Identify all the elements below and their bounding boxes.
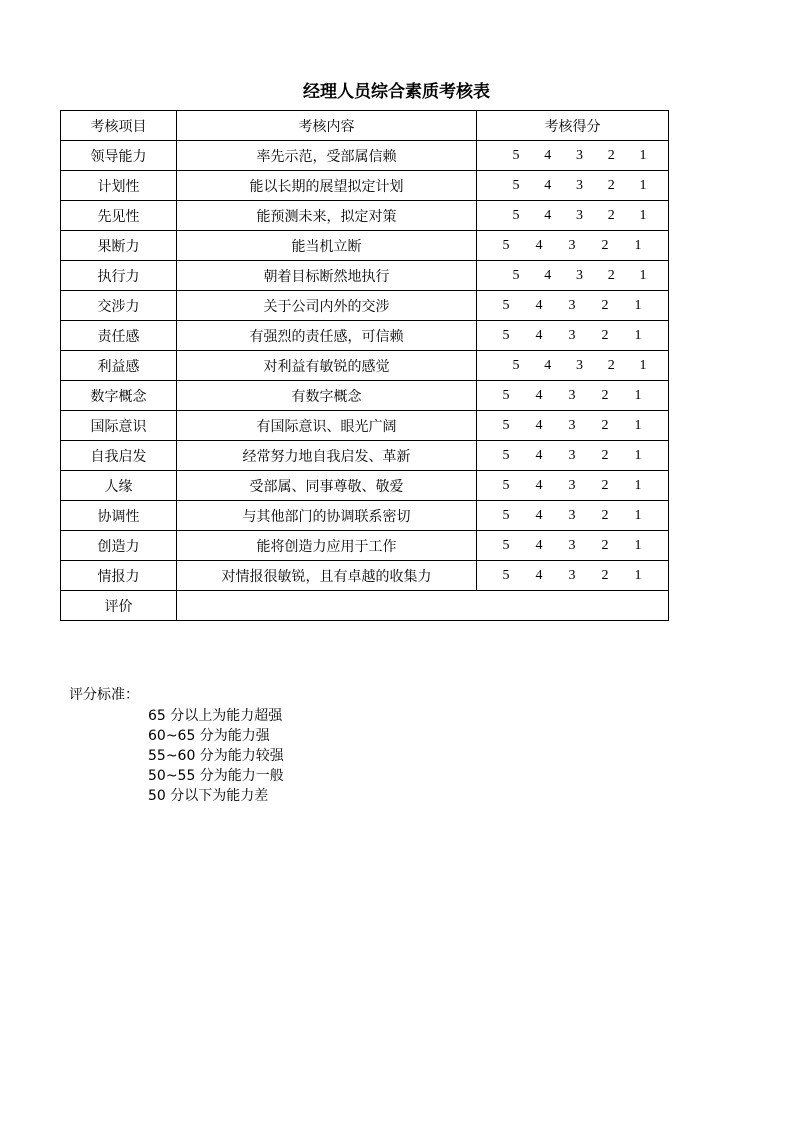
table-row — [61, 351, 669, 381]
score-cell — [477, 291, 669, 321]
score-cell — [477, 231, 669, 261]
score-option-1[interactable]: 1 — [639, 177, 647, 193]
score-option-2[interactable]: 2 — [601, 297, 609, 313]
table-row — [61, 441, 669, 471]
score-option-4[interactable]: 4 — [535, 537, 543, 553]
content-cell: 经常努力地自我启发、革新 — [177, 441, 477, 471]
score-option-3[interactable]: 3 — [568, 297, 576, 313]
table-row — [61, 531, 669, 561]
item-cell: 先见性 — [61, 201, 177, 231]
score-options — [477, 148, 668, 164]
score-options — [477, 448, 668, 464]
evaluation-field[interactable] — [177, 591, 669, 621]
item-cell: 果断力 — [61, 231, 177, 261]
score-option-5[interactable]: 5 — [502, 477, 510, 493]
score-option-3[interactable]: 3 — [568, 567, 576, 583]
score-option-1[interactable]: 1 — [639, 357, 647, 373]
score-cell — [477, 201, 669, 231]
criteria-item: 60~65 分为能力强 — [148, 728, 270, 744]
score-option-4[interactable]: 4 — [535, 387, 543, 403]
score-option-1[interactable]: 1 — [634, 507, 642, 523]
criteria-item: 50~55 分为能力一般 — [148, 768, 284, 784]
score-option-2[interactable]: 2 — [601, 537, 609, 553]
score-option-5[interactable]: 5 — [502, 567, 510, 583]
score-option-2[interactable]: 2 — [601, 477, 609, 493]
score-option-5[interactable]: 5 — [502, 297, 510, 313]
table-row — [61, 381, 669, 411]
score-option-2[interactable]: 2 — [601, 507, 609, 523]
score-cell — [477, 441, 669, 471]
score-option-2[interactable]: 2 — [607, 177, 615, 193]
score-options — [477, 418, 668, 434]
score-cell — [477, 471, 669, 501]
score-option-3[interactable]: 3 — [568, 417, 576, 433]
score-options — [477, 568, 668, 584]
item-cell: 创造力 — [61, 531, 177, 561]
score-options — [477, 478, 668, 494]
score-option-5[interactable]: 5 — [502, 537, 510, 553]
score-options — [477, 238, 668, 254]
score-option-1[interactable]: 1 — [639, 147, 647, 163]
table-row — [61, 171, 669, 201]
score-option-2[interactable]: 2 — [601, 447, 609, 463]
item-cell: 国际意识 — [61, 411, 177, 441]
content-cell: 能以长期的展望拟定计划 — [177, 171, 477, 201]
item-cell: 领导能力 — [61, 141, 177, 171]
criteria-item: 65 分以上为能力超强 — [148, 708, 283, 724]
score-option-3[interactable]: 3 — [568, 447, 576, 463]
evaluation-row — [61, 591, 669, 621]
score-option-5[interactable]: 5 — [512, 147, 520, 163]
score-option-4[interactable]: 4 — [535, 327, 543, 343]
table-row — [61, 231, 669, 261]
content-cell: 对利益有敏锐的感觉 — [177, 351, 477, 381]
table-row — [61, 471, 669, 501]
table-row — [61, 411, 669, 441]
score-option-2[interactable]: 2 — [607, 147, 615, 163]
table-row — [61, 261, 669, 291]
score-options — [477, 508, 668, 524]
score-option-2[interactable]: 2 — [601, 417, 609, 433]
score-option-5[interactable]: 5 — [502, 417, 510, 433]
score-option-2[interactable]: 2 — [607, 357, 615, 373]
evaluation-label: 评价 — [61, 591, 177, 621]
score-option-1[interactable]: 1 — [634, 237, 642, 253]
score-option-4[interactable]: 4 — [544, 357, 552, 373]
score-option-3[interactable]: 3 — [568, 327, 576, 343]
score-option-4[interactable]: 4 — [544, 267, 552, 283]
score-option-5[interactable]: 5 — [502, 387, 510, 403]
criteria-list — [148, 706, 284, 806]
score-options — [477, 208, 668, 224]
score-option-3[interactable]: 3 — [568, 507, 576, 523]
score-cell — [477, 561, 669, 591]
score-options — [477, 298, 668, 314]
score-option-1[interactable]: 1 — [639, 267, 647, 283]
score-option-1[interactable]: 1 — [634, 327, 642, 343]
score-option-5[interactable]: 5 — [502, 507, 510, 523]
content-cell: 有国际意识、眼光广阔 — [177, 411, 477, 441]
content-cell: 能预测未来，拟定对策 — [177, 201, 477, 231]
item-cell: 数字概念 — [61, 381, 177, 411]
score-option-3[interactable]: 3 — [568, 387, 576, 403]
score-option-1[interactable]: 1 — [634, 537, 642, 553]
score-option-3[interactable]: 3 — [576, 207, 583, 223]
content-cell: 对情报很敏锐，且有卓越的收集力 — [177, 561, 477, 591]
score-option-2[interactable]: 2 — [601, 387, 609, 403]
score-option-1[interactable]: 1 — [634, 387, 642, 403]
score-options — [477, 388, 668, 404]
table-row — [61, 561, 669, 591]
score-option-3[interactable]: 3 — [576, 177, 583, 193]
score-option-5[interactable]: 5 — [502, 447, 510, 463]
content-cell: 能将创造力应用于工作 — [177, 531, 477, 561]
item-cell: 情报力 — [61, 561, 177, 591]
score-cell — [477, 381, 669, 411]
score-option-4[interactable]: 4 — [544, 177, 552, 193]
score-option-3[interactable]: 3 — [576, 267, 583, 283]
score-options — [477, 538, 668, 554]
item-cell: 责任感 — [61, 321, 177, 351]
score-options — [477, 358, 668, 374]
table-row — [61, 501, 669, 531]
score-option-3[interactable]: 3 — [576, 357, 583, 373]
criteria-item: 50 分以下为能力差 — [148, 788, 269, 804]
score-cell — [477, 411, 669, 441]
score-option-1[interactable]: 1 — [639, 207, 647, 223]
content-cell: 有强烈的责任感，可信赖 — [177, 321, 477, 351]
assessment-table — [60, 110, 669, 621]
content-cell: 受部属、同事尊敬、敬爱 — [177, 471, 477, 501]
score-option-4[interactable]: 4 — [535, 447, 543, 463]
score-option-4[interactable]: 4 — [535, 477, 543, 493]
score-option-1[interactable]: 1 — [634, 447, 642, 463]
table-row — [61, 291, 669, 321]
header-item: 考核项目 — [61, 111, 177, 141]
score-cell — [477, 351, 669, 381]
criteria-title: 评分标准： — [69, 687, 139, 703]
score-option-2[interactable]: 2 — [607, 267, 615, 283]
score-option-5[interactable]: 5 — [502, 237, 510, 253]
item-cell: 交涉力 — [61, 291, 177, 321]
score-option-5[interactable]: 5 — [512, 357, 520, 373]
score-option-4[interactable]: 4 — [535, 417, 543, 433]
table-row — [61, 321, 669, 351]
table-row — [61, 201, 669, 231]
table-row — [61, 141, 669, 171]
header-row — [61, 111, 669, 141]
score-cell — [477, 321, 669, 351]
score-option-4[interactable]: 4 — [544, 207, 552, 223]
score-option-3[interactable]: 3 — [576, 147, 583, 163]
score-options — [477, 178, 668, 194]
score-option-5[interactable]: 5 — [512, 177, 520, 193]
item-cell: 人缘 — [61, 471, 177, 501]
score-option-1[interactable]: 1 — [634, 477, 642, 493]
header-score: 考核得分 — [477, 111, 669, 141]
score-option-4[interactable]: 4 — [535, 297, 543, 313]
score-cell — [477, 261, 669, 291]
content-cell: 率先示范，受部属信赖 — [177, 141, 477, 171]
score-option-1[interactable]: 1 — [634, 417, 642, 433]
criteria-item: 55~60 分为能力较强 — [148, 748, 284, 764]
item-cell: 协调性 — [61, 501, 177, 531]
score-option-3[interactable]: 3 — [568, 537, 576, 553]
item-cell: 计划性 — [61, 171, 177, 201]
content-cell: 与其他部门的协调联系密切 — [177, 501, 477, 531]
item-cell: 利益感 — [61, 351, 177, 381]
score-option-4[interactable]: 4 — [535, 567, 543, 583]
score-option-3[interactable]: 3 — [568, 477, 576, 493]
score-option-4[interactable]: 4 — [535, 237, 543, 253]
score-options — [477, 268, 668, 284]
item-cell: 执行力 — [61, 261, 177, 291]
score-option-5[interactable]: 5 — [512, 267, 520, 283]
score-option-3[interactable]: 3 — [568, 237, 576, 253]
score-cell — [477, 141, 669, 171]
score-option-5[interactable]: 5 — [502, 327, 510, 343]
content-cell: 关于公司内外的交涉 — [177, 291, 477, 321]
score-options — [477, 328, 668, 344]
score-option-4[interactable]: 4 — [544, 147, 552, 163]
score-cell — [477, 531, 669, 561]
content-cell: 有数字概念 — [177, 381, 477, 411]
score-option-1[interactable]: 1 — [634, 297, 642, 313]
score-option-1[interactable]: 1 — [634, 567, 642, 583]
page-title: 经理人员综合素质考核表 — [303, 82, 490, 102]
score-option-2[interactable]: 2 — [601, 237, 609, 253]
item-cell: 自我启发 — [61, 441, 177, 471]
score-option-2[interactable]: 2 — [607, 207, 615, 223]
score-option-2[interactable]: 2 — [601, 567, 609, 583]
score-cell — [477, 171, 669, 201]
header-content: 考核内容 — [177, 111, 477, 141]
score-option-5[interactable]: 5 — [512, 207, 520, 223]
score-option-4[interactable]: 4 — [535, 507, 543, 523]
content-cell: 能当机立断 — [177, 231, 477, 261]
content-cell: 朝着目标断然地执行 — [177, 261, 477, 291]
score-cell — [477, 501, 669, 531]
score-option-2[interactable]: 2 — [601, 327, 609, 343]
